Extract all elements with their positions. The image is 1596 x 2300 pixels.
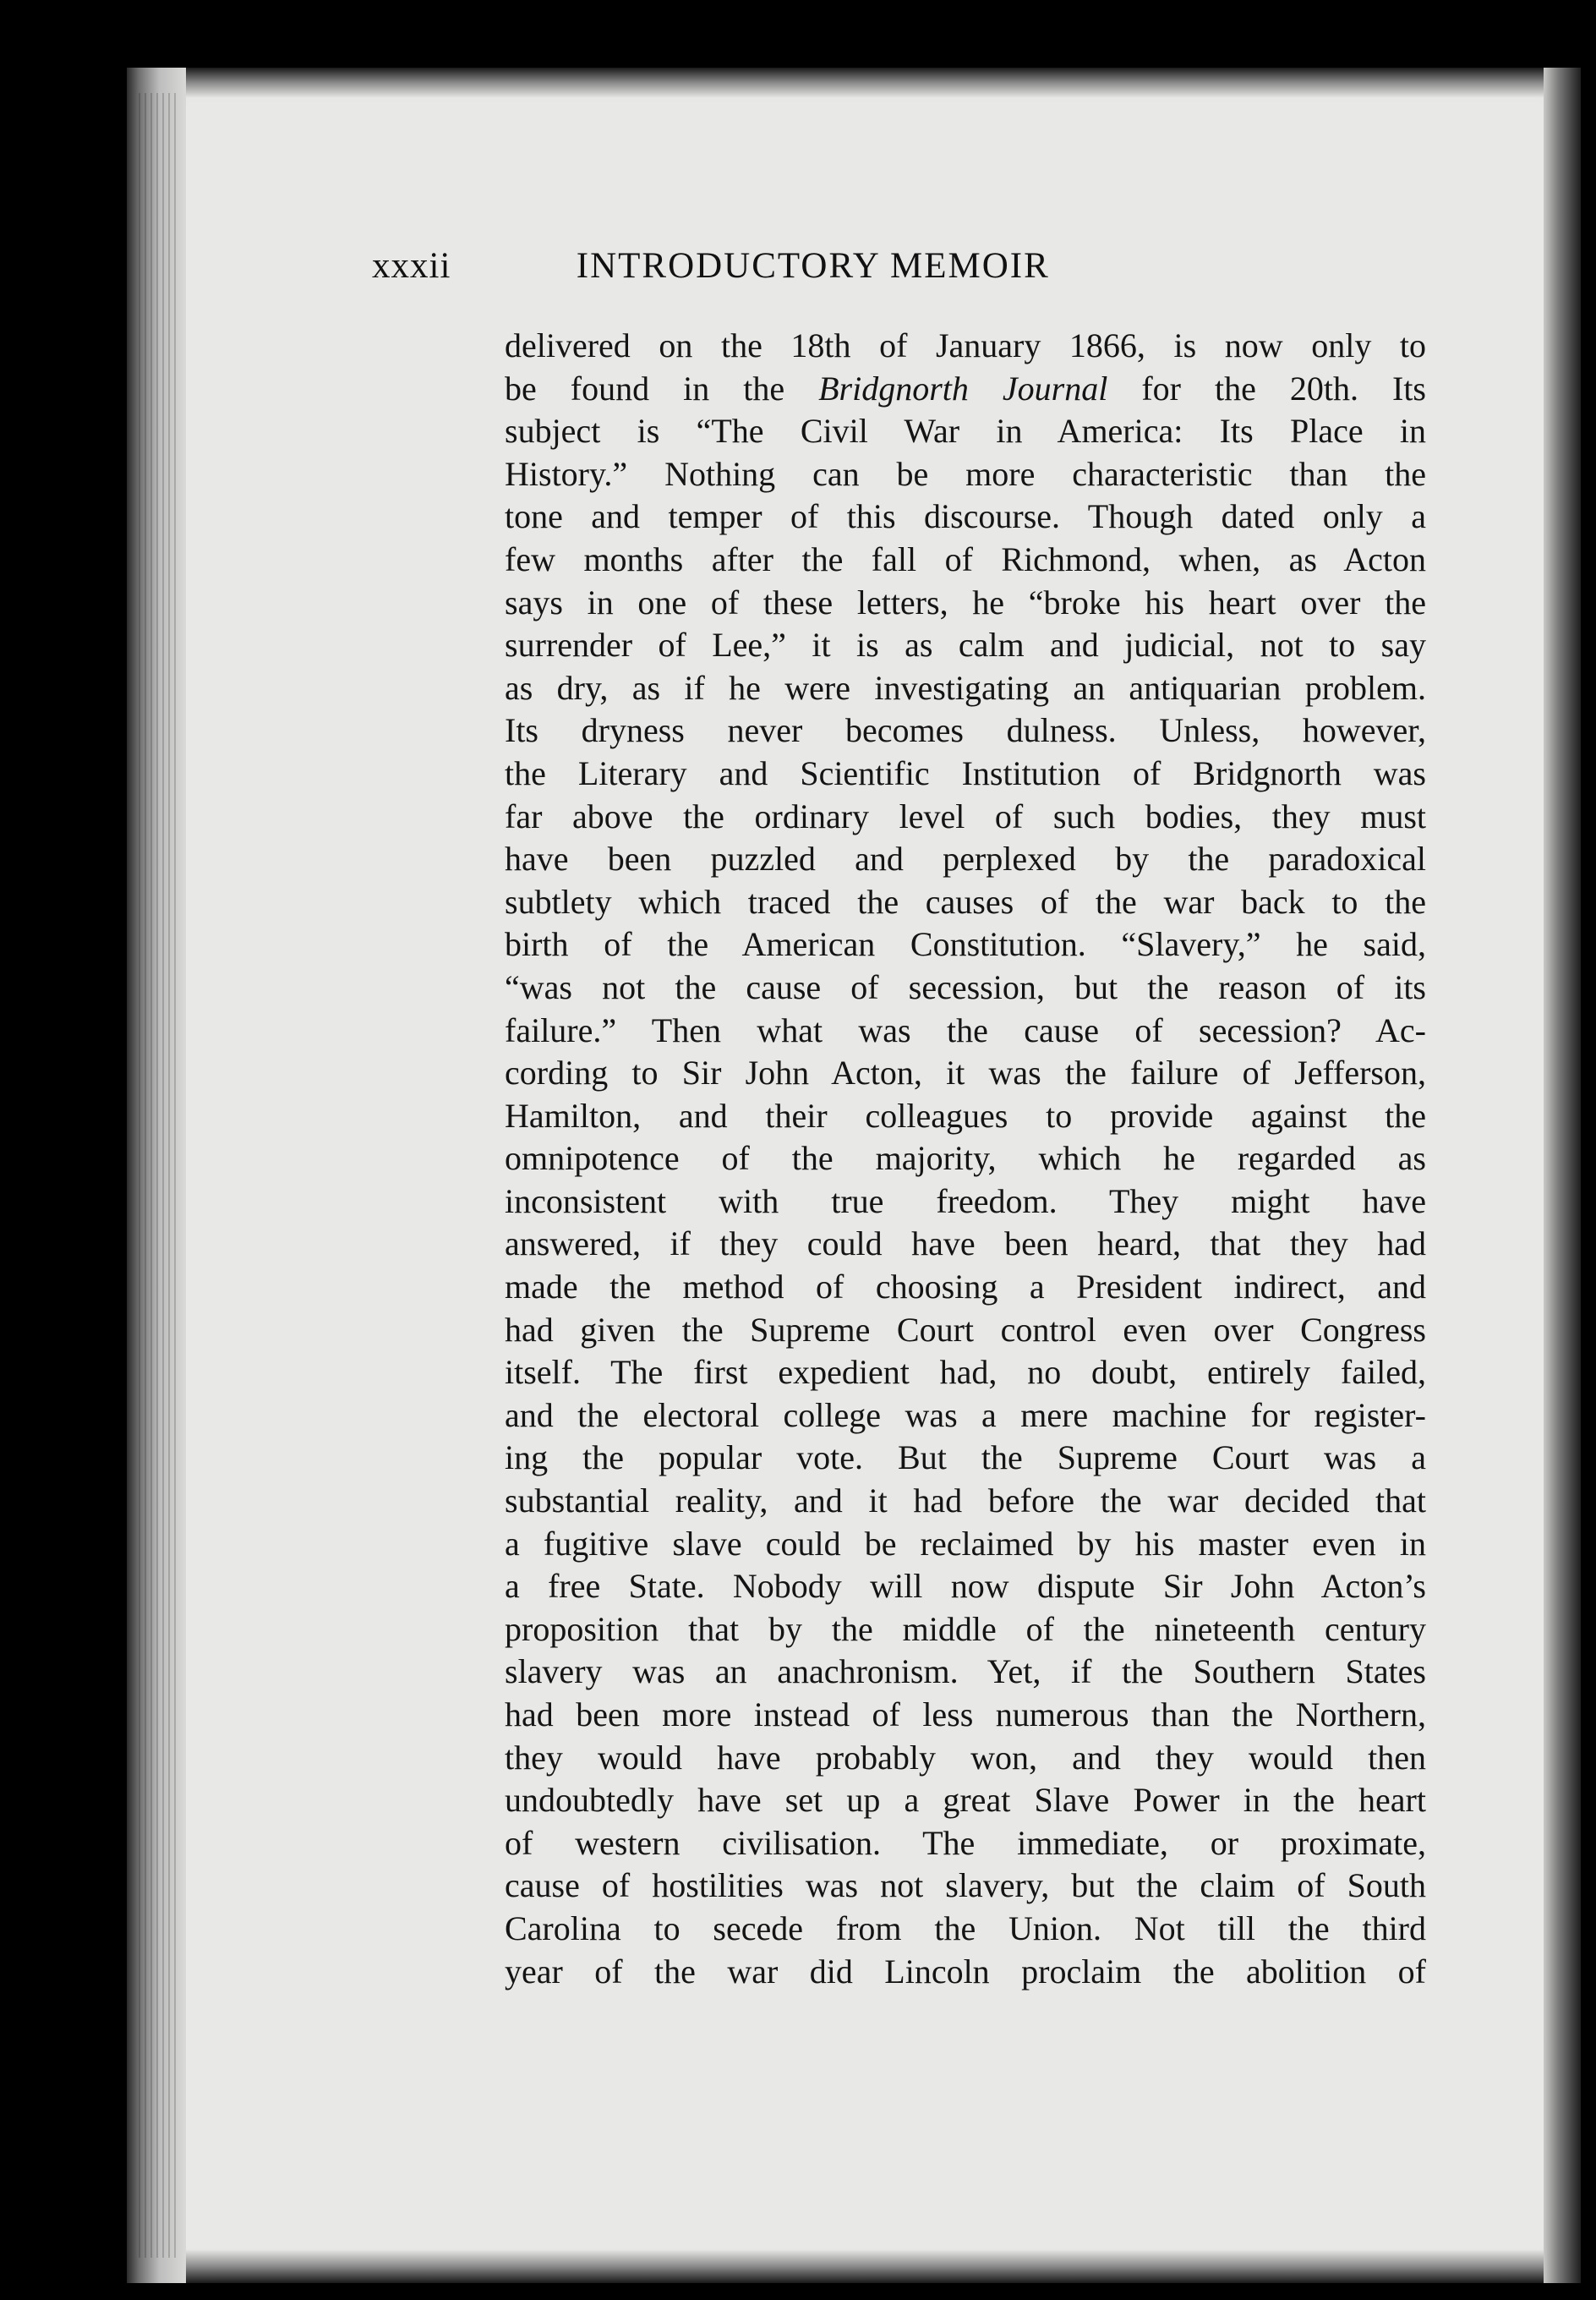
text-line: year of the war did Lincoln proclaim the abolition of	[505, 1952, 1426, 1991]
text-line: Hamilton, and their colleagues to provide against the	[505, 1096, 1426, 1135]
text-line: had given the Supreme Court control even over Congress	[505, 1310, 1426, 1349]
page-bottom-edge	[127, 2249, 1581, 2283]
text-line: birth of the American Constitution. “Slavery,” he said,	[505, 925, 1426, 964]
text-line: delivered on the 18th of January 1866, is now only to	[505, 326, 1426, 364]
page-top-edge	[127, 68, 1581, 98]
running-title: INTRODUCTORY MEMOIR	[576, 246, 1050, 286]
text-line: have been puzzled and perplexed by the paradoxical	[505, 840, 1426, 879]
text-line: omnipotence of the majority, which he regarded as	[505, 1139, 1426, 1178]
text-line: far above the ordinary level of such bodies, they must	[505, 797, 1426, 835]
text-line: proposition that by the middle of the nineteenth century	[505, 1609, 1426, 1648]
text-line: as dry, as if he were investigating an antiquarian problem.	[505, 668, 1426, 707]
text-line: History.” Nothing can be more characteristic than the	[505, 454, 1426, 493]
text-line: cause of hostilities was not slavery, but the claim of South	[505, 1866, 1426, 1905]
binding-gutter	[127, 68, 186, 2283]
text-line: undoubtedly have set up a great Slave Power in the heart	[505, 1781, 1426, 1820]
text-line: cording to Sir John Acton, it was the failure of Jefferson,	[505, 1054, 1426, 1092]
text-line: “was not the cause of secession, but the reason of its	[505, 967, 1426, 1006]
text-line: answered, if they could have been heard, that they had	[505, 1224, 1426, 1263]
text-line: subtlety which traced the causes of the war back to the	[505, 882, 1426, 921]
body-text	[505, 325, 1426, 1993]
text-line: tone and temper of this discourse. Though dated only a	[505, 497, 1426, 536]
text-line: ing the popular vote. But the Supreme Court was a	[505, 1438, 1426, 1477]
text-line: they would have probably won, and they would then	[505, 1738, 1426, 1777]
text-line: made the method of choosing a President indirect, and	[505, 1268, 1426, 1306]
text-line: itself. The first expedient had, no doubt, entirely failed,	[505, 1353, 1426, 1392]
italic-title: Bridgnorth Journal	[818, 369, 1108, 408]
page-number: xxxii	[372, 246, 451, 286]
page-right-edge	[1544, 68, 1581, 2283]
text-line: slavery was an anachronism. Yet, if the Southern States	[505, 1652, 1426, 1691]
text-line: a free State. Nobody will now dispute Sir John Acton’s	[505, 1567, 1426, 1606]
binding-gutter-lines	[139, 93, 178, 2258]
text-line: and the electoral college was a mere machine for register-	[505, 1395, 1426, 1434]
text-line: few months after the fall of Richmond, when, as Acton	[505, 539, 1426, 578]
text-line: surrender of Lee,” it is as calm and judicial, not to say	[505, 626, 1426, 665]
text-line: of western civilisation. The immediate, or proximate,	[505, 1823, 1426, 1862]
text-line: says in one of these letters, he “broke his heart over the	[505, 583, 1426, 622]
text-line: inconsistent with true freedom. They might have	[505, 1181, 1426, 1220]
text-line: the Literary and Scientific Institution of Bridgnorth was	[505, 753, 1426, 792]
text-line: be found in the Bridgnorth Journal for the 20th. Its	[505, 369, 1426, 408]
text-line: subject is “The Civil War in America: Its Place in	[505, 412, 1426, 451]
text-line: failure.” Then what was the cause of secession? Ac-	[505, 1010, 1426, 1049]
text-line: had been more instead of less numerous than the Northern,	[505, 1695, 1426, 1733]
text-line: Carolina to secede from the Union. Not till the third	[505, 1908, 1426, 1947]
text-line: Its dryness never becomes dulness. Unless, however,	[505, 711, 1426, 750]
text-line: substantial reality, and it had before the war decided that	[505, 1481, 1426, 1520]
text-line: a fugitive slave could be reclaimed by his master even in	[505, 1524, 1426, 1563]
running-header	[372, 245, 1429, 287]
